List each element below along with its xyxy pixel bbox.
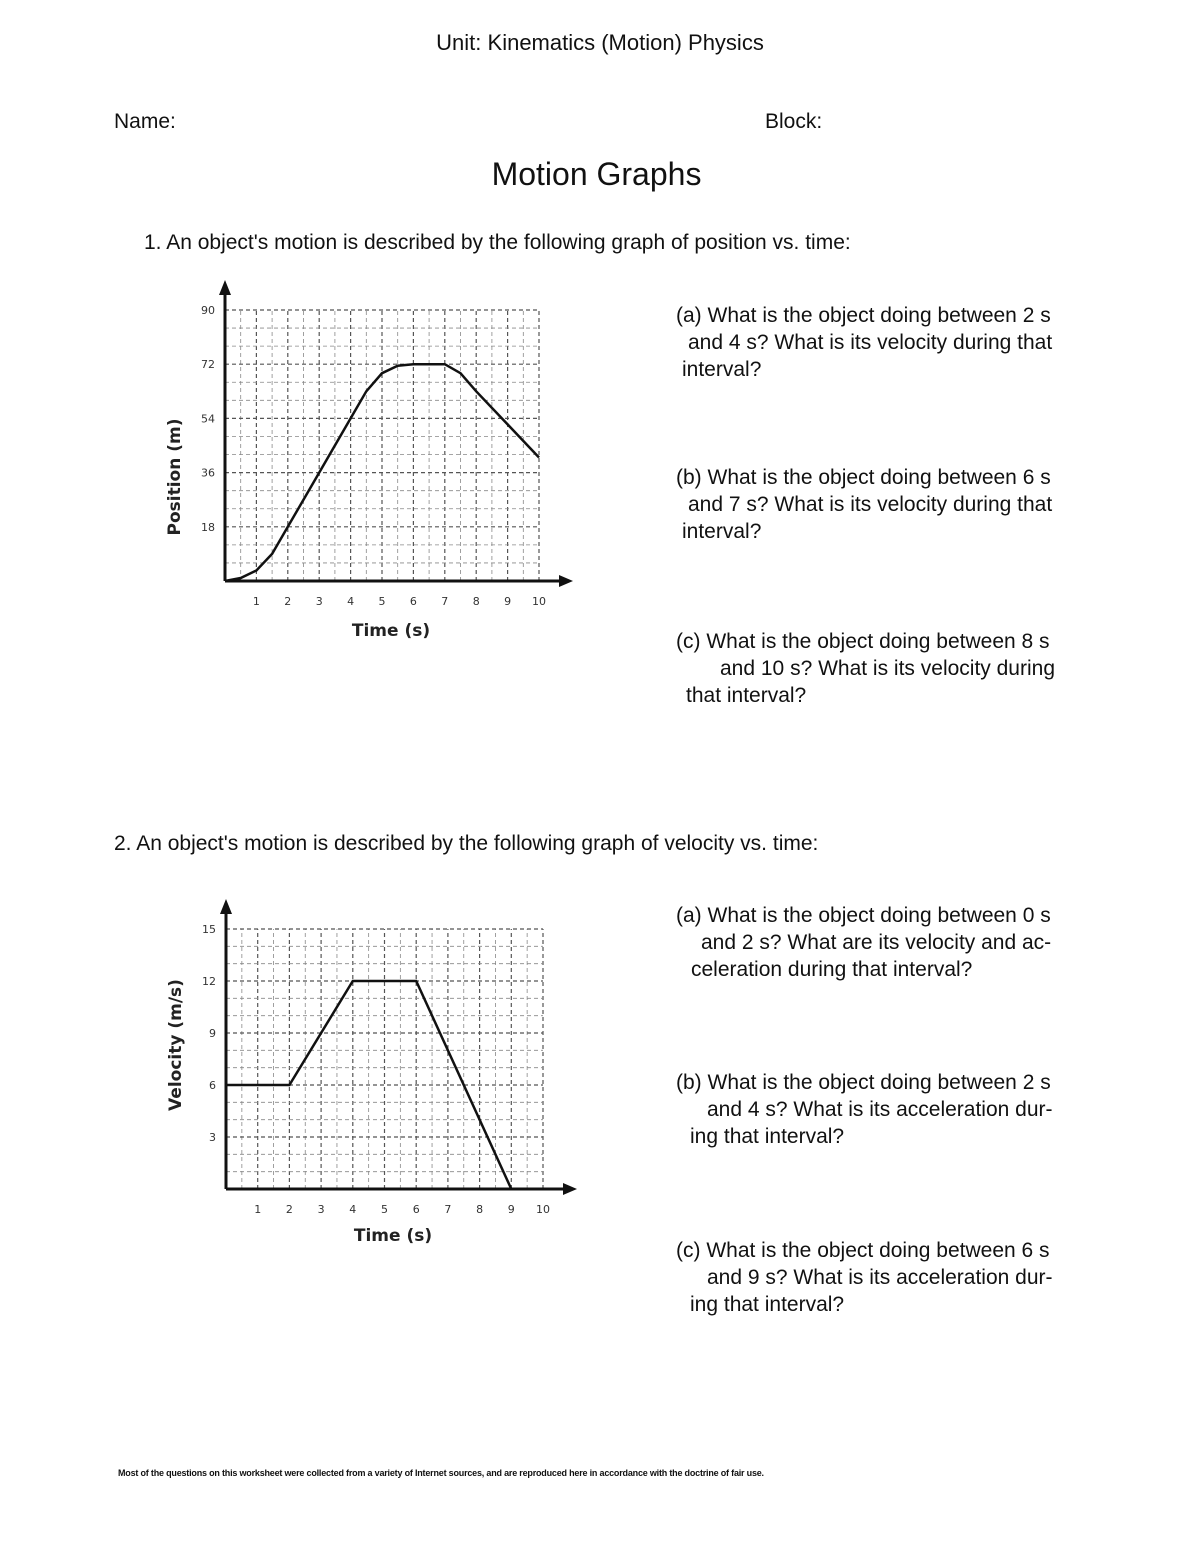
y-tick-label: 36 <box>201 466 215 480</box>
question-1-prompt: 1. An object's motion is described by the following graph of position vs. time: <box>144 231 851 254</box>
y-axis-label: Velocity (m/s) <box>166 979 186 1111</box>
question-2b-line: ing that interval? <box>690 1125 845 1148</box>
x-tick-label: 8 <box>476 1203 484 1216</box>
x-tick-label: 8 <box>472 595 480 608</box>
y-tick-label: 72 <box>201 358 215 372</box>
y-axis-arrow-icon <box>220 899 232 914</box>
x-tick-label: 9 <box>504 595 512 608</box>
question-2b-line: and 4 s? What is its acceleration dur- <box>707 1098 1053 1121</box>
question-2c-line: (c) What is the object doing between 6 s <box>676 1239 1050 1262</box>
question-2a-line: (a) What is the object doing between 0 s <box>676 904 1051 927</box>
x-tick-label: 5 <box>378 595 386 608</box>
question-2c-line: and 9 s? What is its acceleration dur- <box>707 1266 1053 1289</box>
y-tick-label: 9 <box>209 1027 216 1040</box>
unit-header: Unit: Kinematics (Motion) Physics <box>436 30 764 55</box>
question-2a-line: celeration during that interval? <box>691 958 973 981</box>
y-tick-label: 3 <box>209 1131 216 1144</box>
chart-grid <box>225 310 539 581</box>
question-2b <box>676 1069 1053 1150</box>
x-axis-label: Time (s) <box>351 621 431 641</box>
name-label: Name: <box>114 110 176 133</box>
y-tick-label: 54 <box>201 412 215 426</box>
x-tick-label: 3 <box>315 595 323 608</box>
x-tick-label: 7 <box>444 1203 452 1216</box>
x-tick-label: 6 <box>412 1203 420 1216</box>
page-title: Motion Graphs <box>491 156 702 192</box>
position-time-chart <box>150 275 590 655</box>
y-tick-label: 6 <box>209 1079 216 1092</box>
x-tick-label: 4 <box>347 595 355 608</box>
question-1a-line: and 4 s? What is its velocity during that <box>688 331 1053 354</box>
y-tick-label: 12 <box>202 975 216 988</box>
y-axis-arrow-icon <box>219 280 231 295</box>
y-tick-label: 18 <box>201 520 215 534</box>
chart-grid <box>226 929 543 1189</box>
question-1c <box>676 628 1055 709</box>
question-2c <box>676 1237 1053 1318</box>
x-axis-label: Time (s) <box>353 1226 433 1246</box>
question-2a-line: and 2 s? What are its velocity and ac- <box>701 931 1052 954</box>
x-axis-arrow-icon <box>559 575 573 587</box>
fair-use-footer: Most of the questions on this worksheet were collected from a variety of Internet sources, and are reproduced here in accordance with the doctrine of fair use. <box>118 1468 764 1478</box>
x-tick-label: 2 <box>284 595 292 608</box>
y-tick-label: 15 <box>202 923 216 936</box>
x-tick-label: 1 <box>254 1203 262 1216</box>
question-1c-line: and 10 s? What is its velocity during <box>720 657 1055 680</box>
question-1c-line: (c) What is the object doing between 8 s <box>676 630 1050 653</box>
question-1a-line: (a) What is the object doing between 2 s <box>676 304 1051 327</box>
chart-ticks <box>201 304 546 608</box>
question-1b-line: and 7 s? What is its velocity during that <box>688 493 1053 516</box>
x-tick-label: 4 <box>349 1203 357 1216</box>
question-1c-line: that interval? <box>686 684 807 707</box>
y-axis-label: Position (m) <box>165 418 185 536</box>
question-2-prompt: 2. An object's motion is described by the following graph of velocity vs. time: <box>114 832 819 855</box>
question-1a-line: interval? <box>682 358 762 381</box>
question-2c-line: ing that interval? <box>690 1293 845 1316</box>
velocity-time-chart <box>150 895 590 1255</box>
x-tick-label: 10 <box>536 1203 550 1216</box>
y-tick-label: 90 <box>201 304 215 317</box>
question-2a <box>676 902 1051 983</box>
question-1a <box>676 302 1052 383</box>
x-tick-label: 3 <box>317 1203 325 1216</box>
x-tick-label: 5 <box>381 1203 388 1216</box>
question-1b-line: (b) What is the object doing between 6 s <box>676 466 1051 489</box>
x-tick-label: 6 <box>409 595 417 608</box>
x-tick-label: 7 <box>441 595 449 608</box>
block-label: Block: <box>765 110 823 133</box>
x-axis-arrow-icon <box>563 1183 577 1195</box>
x-tick-label: 9 <box>507 1203 515 1216</box>
question-1b-line: interval? <box>682 520 762 543</box>
x-tick-label: 10 <box>532 595 546 608</box>
x-tick-label: 2 <box>285 1203 293 1216</box>
x-tick-label: 1 <box>252 595 260 608</box>
question-2b-line: (b) What is the object doing between 2 s <box>676 1071 1051 1094</box>
question-1b <box>676 464 1052 545</box>
